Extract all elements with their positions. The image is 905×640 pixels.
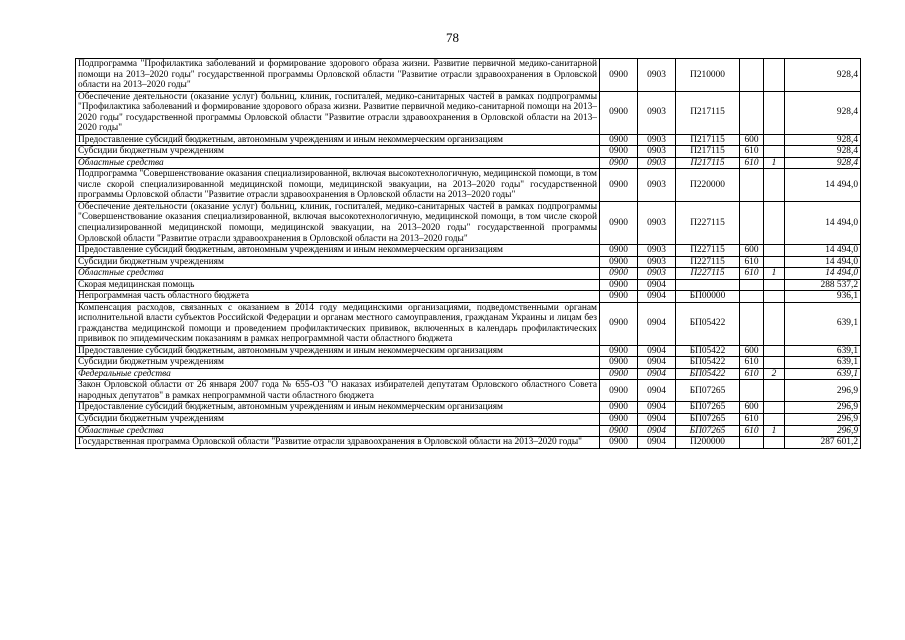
- target-article-cell: П217115: [676, 157, 740, 169]
- target-article-cell: БП05422: [676, 357, 740, 369]
- grbs-code-cell: 0900: [600, 380, 638, 402]
- amount-cell: 287 601,2: [785, 437, 861, 449]
- grbs-code-cell: 0900: [600, 245, 638, 257]
- funding-source-cell: [764, 291, 785, 303]
- table-row: [76, 256, 861, 268]
- row-name-cell: Предоставление субсидий бюджетным, автономным учреждениям и иным некоммерческим организациям: [76, 134, 600, 146]
- funding-source-cell: [764, 279, 785, 291]
- grbs-code-cell: 0900: [600, 91, 638, 134]
- section-code-cell: 0903: [638, 134, 676, 146]
- funding-source-cell: [764, 245, 785, 257]
- row-name-cell: Непрограммная часть областного бюджета: [76, 291, 600, 303]
- section-code-cell: 0903: [638, 245, 676, 257]
- grbs-code-cell: 0900: [600, 402, 638, 414]
- amount-cell: 936,1: [785, 291, 861, 303]
- grbs-code-cell: 0900: [600, 146, 638, 158]
- budget-table-body: [76, 59, 861, 449]
- section-code-cell: 0903: [638, 169, 676, 202]
- budget-table: [75, 58, 861, 449]
- target-article-cell: БП05422: [676, 302, 740, 345]
- table-row: [76, 345, 861, 357]
- target-article-cell: БП07265: [676, 414, 740, 426]
- grbs-code-cell: 0900: [600, 279, 638, 291]
- table-row: [76, 201, 861, 244]
- amount-cell: 14 494,0: [785, 201, 861, 244]
- funding-source-cell: [764, 380, 785, 402]
- amount-cell: 928,4: [785, 146, 861, 158]
- grbs-code-cell: 0900: [600, 357, 638, 369]
- target-article-cell: БП07265: [676, 402, 740, 414]
- amount-cell: 14 494,0: [785, 256, 861, 268]
- funding-source-cell: [764, 345, 785, 357]
- row-name-cell: Компенсация расходов, связанных с оказанием в 2014 году медицинскими организациями, подведомственными органам исполнительной власти субъектов Российской Федерации и органам местного самоуправления, гражданам Украины и лицам без гражданства медицинской помощи и проведением профилактических прививок, включенных в календарь профилактических прививок по эпидемическим показаниям в рамках непрограммной части областного бюджета: [76, 302, 600, 345]
- target-article-cell: П217115: [676, 146, 740, 158]
- row-name-cell: Субсидии бюджетным учреждениям: [76, 414, 600, 426]
- funding-source-cell: 1: [764, 268, 785, 280]
- expense-type-cell: 600: [740, 245, 764, 257]
- section-code-cell: 0904: [638, 425, 676, 437]
- page-number: 78: [446, 30, 459, 45]
- target-article-cell: БП00000: [676, 291, 740, 303]
- table-row: [76, 380, 861, 402]
- row-name-cell: Подпрограмма "Совершенствование оказания специализированной, включая высокотехнологичную, медицинской помощи, в том числе скорой специализированной медицинской помощи, медицинской эвакуации, на 2013–2020 годы" государственной программы Орловской области "Развитие отрасли здравоохранения в Орловской области на 2013–2020 годы": [76, 169, 600, 202]
- grbs-code-cell: 0900: [600, 291, 638, 303]
- table-row: [76, 414, 861, 426]
- target-article-cell: БП07265: [676, 425, 740, 437]
- table-row: [76, 437, 861, 449]
- funding-source-cell: [764, 59, 785, 92]
- target-article-cell: БП05422: [676, 368, 740, 380]
- row-name-cell: Предоставление субсидий бюджетным, автономным учреждениям и иным некоммерческим организациям: [76, 345, 600, 357]
- grbs-code-cell: 0900: [600, 414, 638, 426]
- grbs-code-cell: 0900: [600, 169, 638, 202]
- row-name-cell: Скорая медицинская помощь: [76, 279, 600, 291]
- expense-type-cell: 610: [740, 146, 764, 158]
- section-code-cell: 0904: [638, 368, 676, 380]
- target-article-cell: [676, 279, 740, 291]
- target-article-cell: П217115: [676, 91, 740, 134]
- amount-cell: 639,1: [785, 368, 861, 380]
- grbs-code-cell: 0900: [600, 368, 638, 380]
- section-code-cell: 0904: [638, 291, 676, 303]
- target-article-cell: БП05422: [676, 345, 740, 357]
- row-name-cell: Предоставление субсидий бюджетным, автономным учреждениям и иным некоммерческим организациям: [76, 402, 600, 414]
- target-article-cell: П227115: [676, 268, 740, 280]
- row-name-cell: Предоставление субсидий бюджетным, автономным учреждениям и иным некоммерческим организациям: [76, 245, 600, 257]
- funding-source-cell: [764, 91, 785, 134]
- grbs-code-cell: 0900: [600, 425, 638, 437]
- section-code-cell: 0904: [638, 402, 676, 414]
- expense-type-cell: [740, 59, 764, 92]
- section-code-cell: 0903: [638, 268, 676, 280]
- amount-cell: 928,4: [785, 157, 861, 169]
- table-row: [76, 357, 861, 369]
- funding-source-cell: 1: [764, 157, 785, 169]
- target-article-cell: П200000: [676, 437, 740, 449]
- table-row: [76, 59, 861, 92]
- table-row: [76, 245, 861, 257]
- grbs-code-cell: 0900: [600, 201, 638, 244]
- grbs-code-cell: 0900: [600, 59, 638, 92]
- section-code-cell: 0903: [638, 256, 676, 268]
- row-name-cell: Обеспечение деятельности (оказание услуг) больниц, клиник, госпиталей, медико-санитарных частей в рамках подпрограммы "Профилактика заболеваний и формирование здорового образа жизни. Развитие первичной медико-санитарной помощи на 2013–2020 годы" государственной программы Орловской области "Развитие отрасли здравоохранения в Орловской области на 2013–2020 годы": [76, 91, 600, 134]
- expense-type-cell: 610: [740, 357, 764, 369]
- target-article-cell: БП07265: [676, 380, 740, 402]
- expense-type-cell: [740, 437, 764, 449]
- expense-type-cell: 600: [740, 345, 764, 357]
- expense-type-cell: [740, 302, 764, 345]
- expense-type-cell: [740, 380, 764, 402]
- funding-source-cell: [764, 169, 785, 202]
- amount-cell: 14 494,0: [785, 268, 861, 280]
- expense-type-cell: [740, 169, 764, 202]
- grbs-code-cell: 0900: [600, 157, 638, 169]
- section-code-cell: 0904: [638, 414, 676, 426]
- funding-source-cell: [764, 146, 785, 158]
- target-article-cell: П227115: [676, 245, 740, 257]
- amount-cell: 639,1: [785, 345, 861, 357]
- expense-type-cell: 610: [740, 368, 764, 380]
- funding-source-cell: 1: [764, 425, 785, 437]
- section-code-cell: 0903: [638, 91, 676, 134]
- funding-source-cell: [764, 402, 785, 414]
- funding-source-cell: [764, 201, 785, 244]
- section-code-cell: 0904: [638, 345, 676, 357]
- table-row: [76, 91, 861, 134]
- amount-cell: 14 494,0: [785, 245, 861, 257]
- section-code-cell: 0904: [638, 302, 676, 345]
- table-row: [76, 368, 861, 380]
- expense-type-cell: 610: [740, 414, 764, 426]
- table-row: [76, 169, 861, 202]
- row-name-cell: Подпрограмма "Профилактика заболеваний и формирование здорового образа жизни. Развитие первичной медико-санитарной помощи на 2013–2020 годы" государственной программы Орловской области "Развитие отрасли здравоохранения в Орловской области на 2013–2020 годы": [76, 59, 600, 92]
- row-name-cell: Областные средства: [76, 425, 600, 437]
- grbs-code-cell: 0900: [600, 302, 638, 345]
- target-article-cell: П227115: [676, 201, 740, 244]
- amount-cell: 639,1: [785, 357, 861, 369]
- table-row: [76, 291, 861, 303]
- amount-cell: 928,4: [785, 91, 861, 134]
- section-code-cell: 0904: [638, 357, 676, 369]
- amount-cell: 928,4: [785, 59, 861, 92]
- amount-cell: 296,9: [785, 380, 861, 402]
- amount-cell: 296,9: [785, 402, 861, 414]
- funding-source-cell: [764, 437, 785, 449]
- row-name-cell: Федеральные средства: [76, 368, 600, 380]
- amount-cell: 296,9: [785, 425, 861, 437]
- expense-type-cell: 610: [740, 425, 764, 437]
- grbs-code-cell: 0900: [600, 268, 638, 280]
- target-article-cell: П217115: [676, 134, 740, 146]
- section-code-cell: 0904: [638, 279, 676, 291]
- amount-cell: 14 494,0: [785, 169, 861, 202]
- row-name-cell: Областные средства: [76, 157, 600, 169]
- funding-source-cell: 2: [764, 368, 785, 380]
- row-name-cell: Государственная программа Орловской области "Развитие отрасли здравоохранения в Орловской области на 2013–2020 годы": [76, 437, 600, 449]
- row-name-cell: Закон Орловской области от 26 января 2007 года № 655-ОЗ "О наказах избирателей депутатам Орловского областного Совета народных депутатов" в рамках непрограммной части областного бюджета: [76, 380, 600, 402]
- grbs-code-cell: 0900: [600, 134, 638, 146]
- table-row: [76, 157, 861, 169]
- row-name-cell: Обеспечение деятельности (оказание услуг) больниц, клиник, госпиталей, медико-санитарных частей в рамках подпрограммы "Совершенствование оказания специализированной, включая высокотехнологичную, медицинской помощи, в том числе скорой специализированной медицинской помощи, медицинской эвакуации, на 2013–2020 годы" государственной программы Орловской области "Развитие отрасли здравоохранения в Орловской области на 2013–2020 годы": [76, 201, 600, 244]
- row-name-cell: Субсидии бюджетным учреждениям: [76, 357, 600, 369]
- section-code-cell: 0903: [638, 157, 676, 169]
- expense-type-cell: 610: [740, 268, 764, 280]
- expense-type-cell: 610: [740, 256, 764, 268]
- row-name-cell: Субсидии бюджетным учреждениям: [76, 146, 600, 158]
- table-row: [76, 134, 861, 146]
- table-row: [76, 302, 861, 345]
- row-name-cell: Субсидии бюджетным учреждениям: [76, 256, 600, 268]
- grbs-code-cell: 0900: [600, 345, 638, 357]
- target-article-cell: П210000: [676, 59, 740, 92]
- section-code-cell: 0903: [638, 59, 676, 92]
- target-article-cell: П220000: [676, 169, 740, 202]
- table-row: [76, 425, 861, 437]
- funding-source-cell: [764, 256, 785, 268]
- expense-type-cell: 600: [740, 134, 764, 146]
- table-row: [76, 268, 861, 280]
- grbs-code-cell: 0900: [600, 437, 638, 449]
- amount-cell: 296,9: [785, 414, 861, 426]
- funding-source-cell: [764, 134, 785, 146]
- expense-type-cell: [740, 279, 764, 291]
- section-code-cell: 0903: [638, 201, 676, 244]
- section-code-cell: 0904: [638, 380, 676, 402]
- amount-cell: 639,1: [785, 302, 861, 345]
- section-code-cell: 0904: [638, 437, 676, 449]
- amount-cell: 288 537,2: [785, 279, 861, 291]
- funding-source-cell: [764, 357, 785, 369]
- row-name-cell: Областные средства: [76, 268, 600, 280]
- target-article-cell: П227115: [676, 256, 740, 268]
- grbs-code-cell: 0900: [600, 256, 638, 268]
- amount-cell: 928,4: [785, 134, 861, 146]
- expense-type-cell: [740, 91, 764, 134]
- section-code-cell: 0903: [638, 146, 676, 158]
- table-row: [76, 279, 861, 291]
- table-row: [76, 402, 861, 414]
- expense-type-cell: [740, 291, 764, 303]
- expense-type-cell: 610: [740, 157, 764, 169]
- expense-type-cell: [740, 201, 764, 244]
- funding-source-cell: [764, 302, 785, 345]
- expense-type-cell: 600: [740, 402, 764, 414]
- table-row: [76, 146, 861, 158]
- funding-source-cell: [764, 414, 785, 426]
